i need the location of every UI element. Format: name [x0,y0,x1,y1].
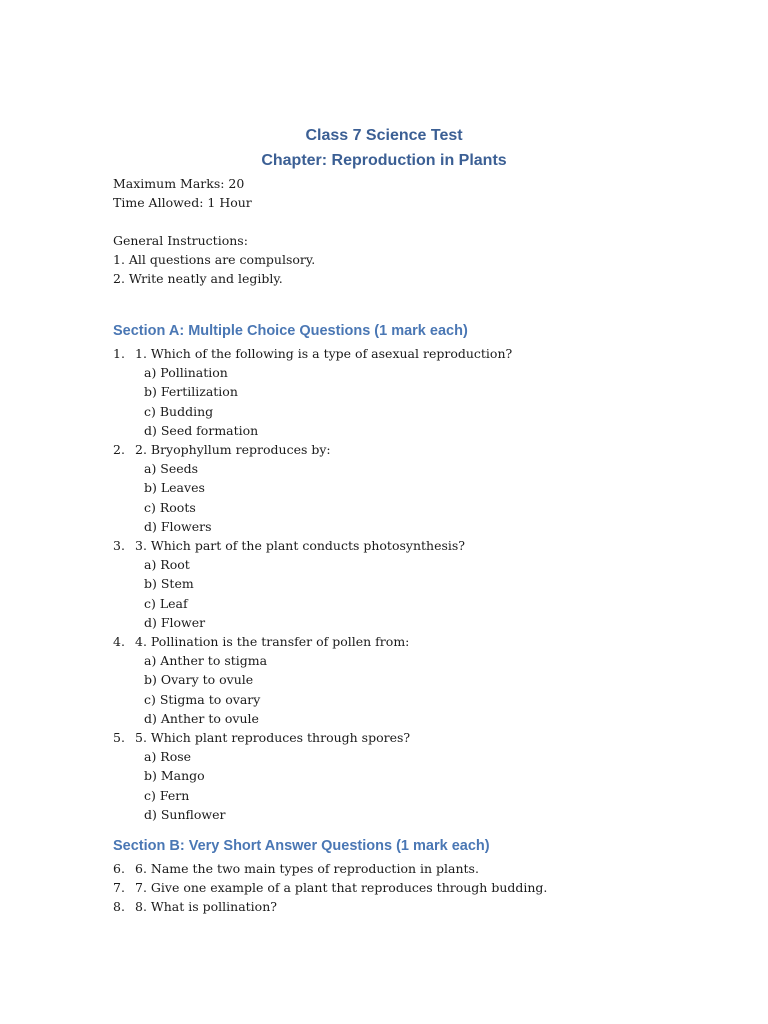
question-number: 3. [113,538,125,554]
answer-option: d) Flowers [144,518,212,534]
answer-option: c) Stigma to ovary [144,691,261,707]
max-marks: Maximum Marks: 20 [113,176,245,191]
question-text: 4. Pollination is the transfer of pollen from: [135,634,410,650]
section-b-questions [113,859,713,917]
question-text: 5. Which plant reproduces through spores? [135,730,411,746]
section-a-questions [113,344,713,824]
answer-option: a) Pollination [144,365,228,381]
question-number: 4. [113,634,125,650]
question-text: 6. Name the two main types of reproduction in plants. [135,861,479,876]
question-number: 5. [113,730,125,746]
instruction-item: 2. Write neatly and legibly. [113,271,283,287]
question-number: 8. [113,899,125,915]
question-item [113,536,713,632]
answer-option: c) Roots [144,499,196,515]
question-text: 7. Give one example of a plant that reproduces through budding. [135,880,548,896]
answer-option: b) Mango [144,768,205,784]
general-instructions [113,231,315,289]
section-a-heading: Section A: Multiple Choice Questions (1 mark each) [113,323,468,339]
question-item [113,344,713,440]
title-block [0,124,768,173]
question-text: 8. What is pollination? [135,899,277,915]
answer-option: a) Anther to stigma [144,653,268,669]
question-text: 3. Which part of the plant conducts photosynthesis? [135,538,466,554]
section-b-heading: Section B: Very Short Answer Questions (1 mark each) [113,838,490,854]
answer-option: c) Budding [144,403,214,419]
time-allowed: Time Allowed: 1 Hour [113,195,252,211]
question-number: 6. [113,861,125,876]
question-text: 1. Which of the following is a type of asexual reproduction? [135,346,513,361]
answer-option: b) Fertilization [144,384,238,400]
answer-option: a) Root [144,557,190,573]
question-item [113,440,713,536]
question-item [113,897,713,916]
answer-option: b) Ovary to ovule [144,672,254,688]
answer-option: d) Flower [144,614,206,630]
question-item [113,728,713,824]
instruction-item: 1. All questions are compulsory. [113,252,316,268]
answer-option: c) Leaf [144,595,188,611]
question-number: 7. [113,880,125,896]
instructions-heading: General Instructions: [113,233,248,248]
question-item [113,859,713,878]
chapter-subtitle: Chapter: Reproduction in Plants [261,152,507,169]
test-meta [113,174,252,212]
answer-option: a) Rose [144,749,192,765]
answer-option: b) Leaves [144,480,205,496]
answer-option: a) Seeds [144,461,199,477]
answer-option: d) Anther to ovule [144,710,259,726]
answer-option: c) Fern [144,787,190,803]
page-title: Class 7 Science Test [305,127,463,144]
question-text: 2. Bryophyllum reproduces by: [135,442,331,458]
answer-option: d) Seed formation [144,422,259,438]
question-item [113,632,713,728]
answer-option: d) Sunflower [144,806,226,822]
question-number: 2. [113,442,125,458]
question-item [113,878,713,897]
question-number: 1. [113,346,125,361]
answer-option: b) Stem [144,576,194,592]
